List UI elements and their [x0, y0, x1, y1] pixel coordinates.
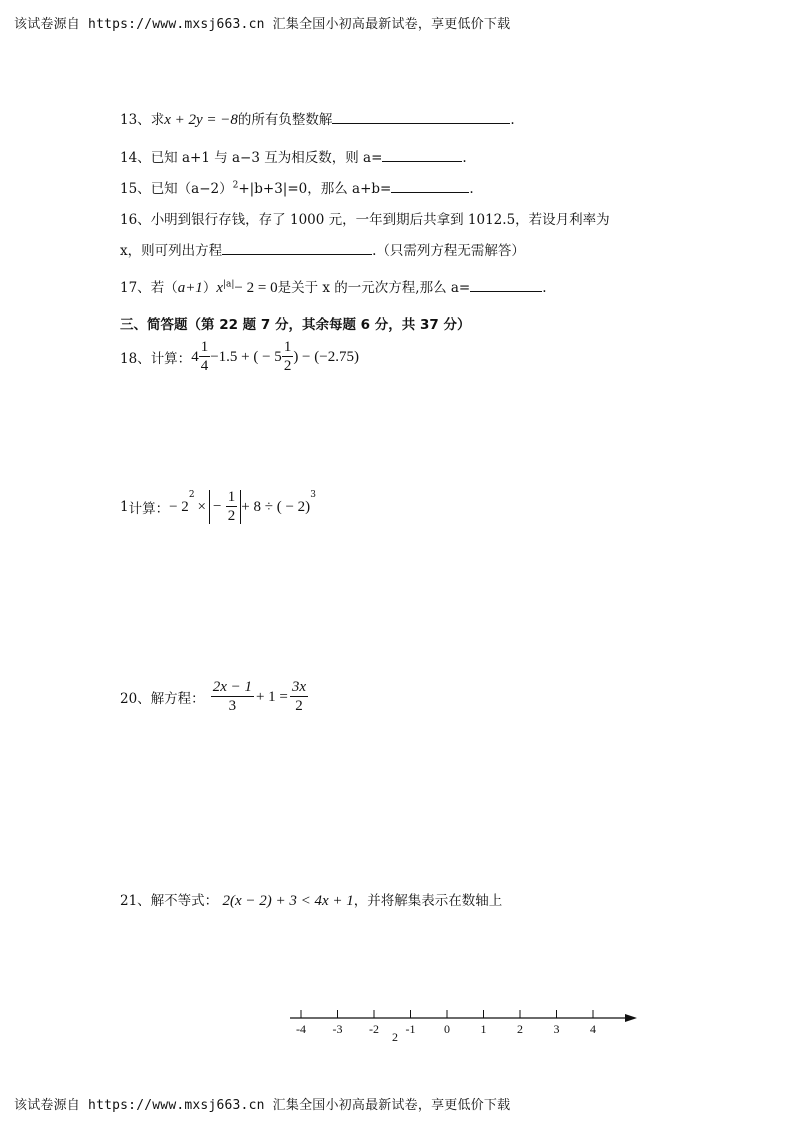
q16-line2-b: .（只需列方程无需解答）: [372, 243, 525, 259]
question-18: [120, 340, 359, 374]
q15-text-a: 已知（a−2）: [150, 181, 233, 197]
q17-text-b: ）: [202, 280, 217, 296]
q13-number: 13、: [120, 112, 151, 128]
q19-exp1: 2: [188, 490, 195, 500]
question-13: [120, 108, 515, 129]
q15-end: .: [469, 181, 474, 197]
q18-tail: ) − (−2.75): [293, 348, 359, 365]
q14-number: 14、: [120, 150, 151, 166]
q15-number: 15、: [120, 181, 151, 197]
q18-frac1-denominator: 4: [200, 358, 209, 374]
q20-left-denominator: 3: [228, 698, 237, 714]
q19-frac-denominator: 2: [227, 508, 236, 524]
q19-fraction: [226, 490, 238, 524]
header-prefix: 该试卷源自: [14, 17, 81, 32]
q21-inequality: 2(x − 2) + 3 < 4x + 1: [222, 893, 354, 909]
q15-text-b: +|b+3|=0，那么 a+b=: [238, 181, 392, 197]
q18-whole1: 4: [191, 348, 199, 365]
q13-answer-blank[interactable]: [332, 111, 510, 124]
number-line-tick-label: -2: [369, 1022, 379, 1036]
question-21: [120, 889, 502, 910]
q19-exp2: 3: [310, 490, 316, 500]
q14-text: 已知 a+1 与 a−3 互为相反数，则 a=: [150, 150, 383, 166]
q20-middle: + 1 =: [255, 688, 288, 705]
q18-frac1-numerator: 1: [200, 339, 209, 355]
q19-number: 1: [120, 499, 129, 515]
q20-number: 20、: [120, 691, 151, 707]
q16-answer-blank[interactable]: [222, 242, 372, 255]
q13-expression: x + 2y = −8: [164, 112, 238, 128]
q17-end: .: [542, 280, 547, 296]
header-source-line: [14, 13, 510, 32]
question-17: [120, 276, 547, 297]
q13-text-b: 的所有负整数解: [237, 112, 333, 128]
section-3-heading: 三、简答题（第 22 题 7 分，其余每题 6 分，共 37 分）: [120, 317, 471, 333]
q20-right-numerator: 3x: [291, 679, 307, 695]
question-14: [120, 146, 467, 166]
question-15: [120, 177, 474, 197]
number-line-tick-label: 2: [517, 1022, 523, 1036]
question-16-line2: [120, 239, 525, 259]
q19-times: ×: [197, 498, 207, 515]
q17-expr1: a+1: [177, 280, 203, 296]
q20-right-denominator: 2: [295, 698, 303, 714]
number-line-tick-label: 3: [553, 1022, 560, 1036]
q16-line2-a: x，则可列出方程: [120, 243, 223, 259]
q21-tail: ，并将解集表示在数轴上: [353, 893, 503, 909]
q18-fraction1: [199, 340, 211, 374]
question-20: [120, 680, 308, 714]
number-line-tick-label: 0: [444, 1022, 450, 1036]
q16-line1: 小明到银行存钱，存了 1000 元，一年到期后共拿到 1012.5，若设月利率为: [150, 212, 610, 228]
q19-post: + 8 ÷ ( − 2): [241, 498, 311, 515]
q17-answer-blank[interactable]: [470, 279, 542, 292]
q19-absolute-value: [209, 490, 241, 524]
header-url-link[interactable]: https://www.mxsj663.cn: [88, 17, 265, 32]
q21-label: 解不等式：: [150, 893, 219, 909]
q14-answer-blank[interactable]: [382, 149, 462, 162]
q18-number: 18、: [120, 351, 151, 367]
question-19: [120, 490, 316, 524]
number-line-tick-label: -3: [332, 1022, 343, 1036]
q17-expr2: − 2 = 0: [234, 280, 278, 296]
footer-url-link[interactable]: https://www.mxsj663.cn: [88, 1098, 265, 1113]
q17-variable-x: x: [216, 280, 223, 296]
number-line-arrow: [625, 1014, 637, 1022]
q17-text-c: 是关于 x 的一元次方程,那么 a=: [277, 280, 471, 296]
number-line-tick-label: -1: [405, 1022, 416, 1036]
q16-number: 16、: [120, 212, 151, 228]
q20-left-fraction: [211, 680, 254, 714]
q17-number: 17、: [120, 280, 151, 296]
header-suffix: 汇集全国小初高最新试卷，享更低价下载: [272, 17, 511, 32]
q13-end: .: [510, 112, 515, 128]
q18-middle: −1.5 + ( − 5: [210, 348, 282, 365]
q18-frac2-denominator: 2: [283, 358, 292, 374]
q18-label: 计算：: [150, 351, 192, 367]
number-line[interactable]: [285, 1005, 645, 1045]
q20-left-numerator: 2x − 1: [212, 679, 252, 695]
footer-source-line: [14, 1094, 510, 1113]
q18-frac2-numerator: 1: [283, 339, 292, 355]
number-line-tick-label: 1: [480, 1022, 487, 1036]
footer-suffix: 汇集全国小初高最新试卷，享更低价下载: [272, 1098, 511, 1113]
number-line-stray-mark: 2: [392, 1030, 398, 1044]
q19-abs-sign: −: [213, 498, 222, 515]
q15-exponent: 2: [232, 180, 239, 191]
q19-label: 计算：: [128, 501, 170, 517]
q21-number: 21、: [120, 893, 151, 909]
number-line-ticks: [296, 1010, 596, 1036]
q17-text-a: 若（: [150, 280, 178, 296]
q17-exponent: |a|: [222, 279, 235, 290]
q19-pre: − 2: [169, 498, 189, 515]
q18-fraction2: [282, 340, 294, 374]
number-line-tick-label: 4: [590, 1022, 596, 1036]
question-16-line1: [120, 208, 610, 228]
number-line-tick-label: -4: [296, 1022, 306, 1036]
q13-text-a: 求: [150, 112, 165, 128]
q14-end: .: [462, 150, 467, 166]
q20-right-fraction: [290, 680, 308, 714]
q20-label: 解方程：: [150, 691, 205, 707]
q15-answer-blank[interactable]: [391, 180, 469, 193]
footer-prefix: 该试卷源自: [14, 1098, 81, 1113]
q19-frac-numerator: 1: [227, 489, 236, 505]
